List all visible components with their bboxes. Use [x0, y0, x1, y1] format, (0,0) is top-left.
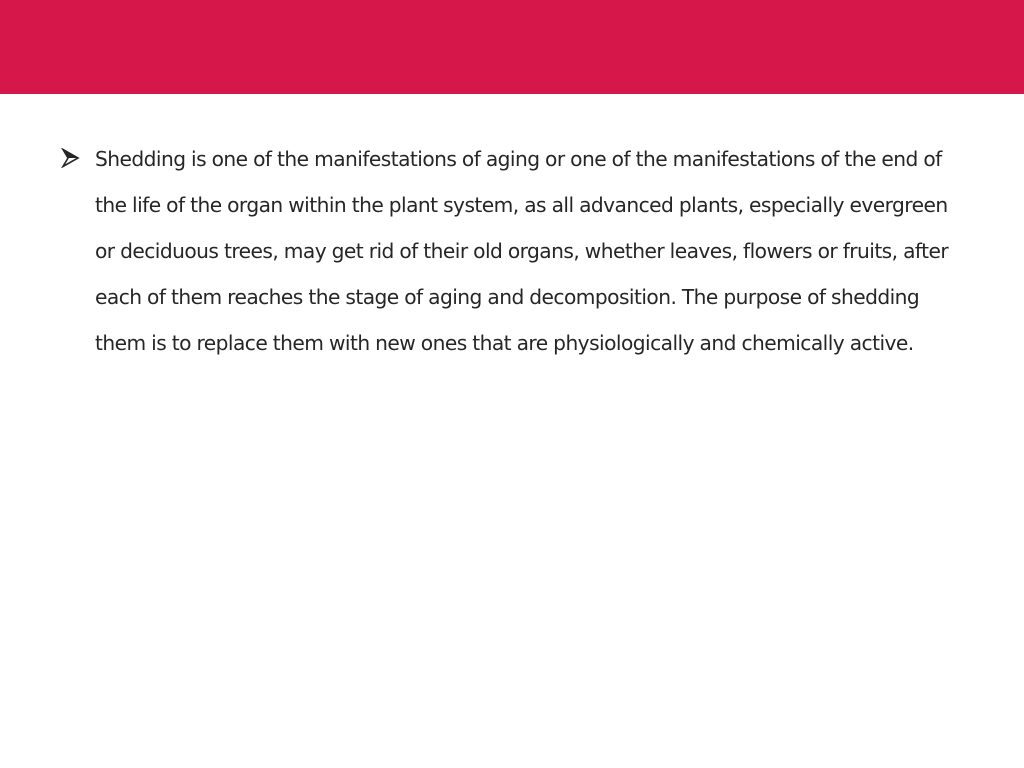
arrowhead-bullet-icon — [60, 148, 80, 168]
slide-content — [60, 136, 960, 366]
bullet-text: Shedding is one of the manifestations of aging or one of the manifestations of the end of the life of the organ within the plant system, as all advanced plants, especially evergreen or deciduous trees, may get rid of their old organs, whether leaves, flowers or fruits, after each of them reaches the stage of aging and decomposition. The purpose of shedding them is to replace them with new ones that are physiologically and chemically active. — [95, 147, 949, 355]
bullet-list — [60, 136, 960, 366]
bullet-item — [60, 136, 960, 366]
header-band — [0, 0, 1024, 94]
